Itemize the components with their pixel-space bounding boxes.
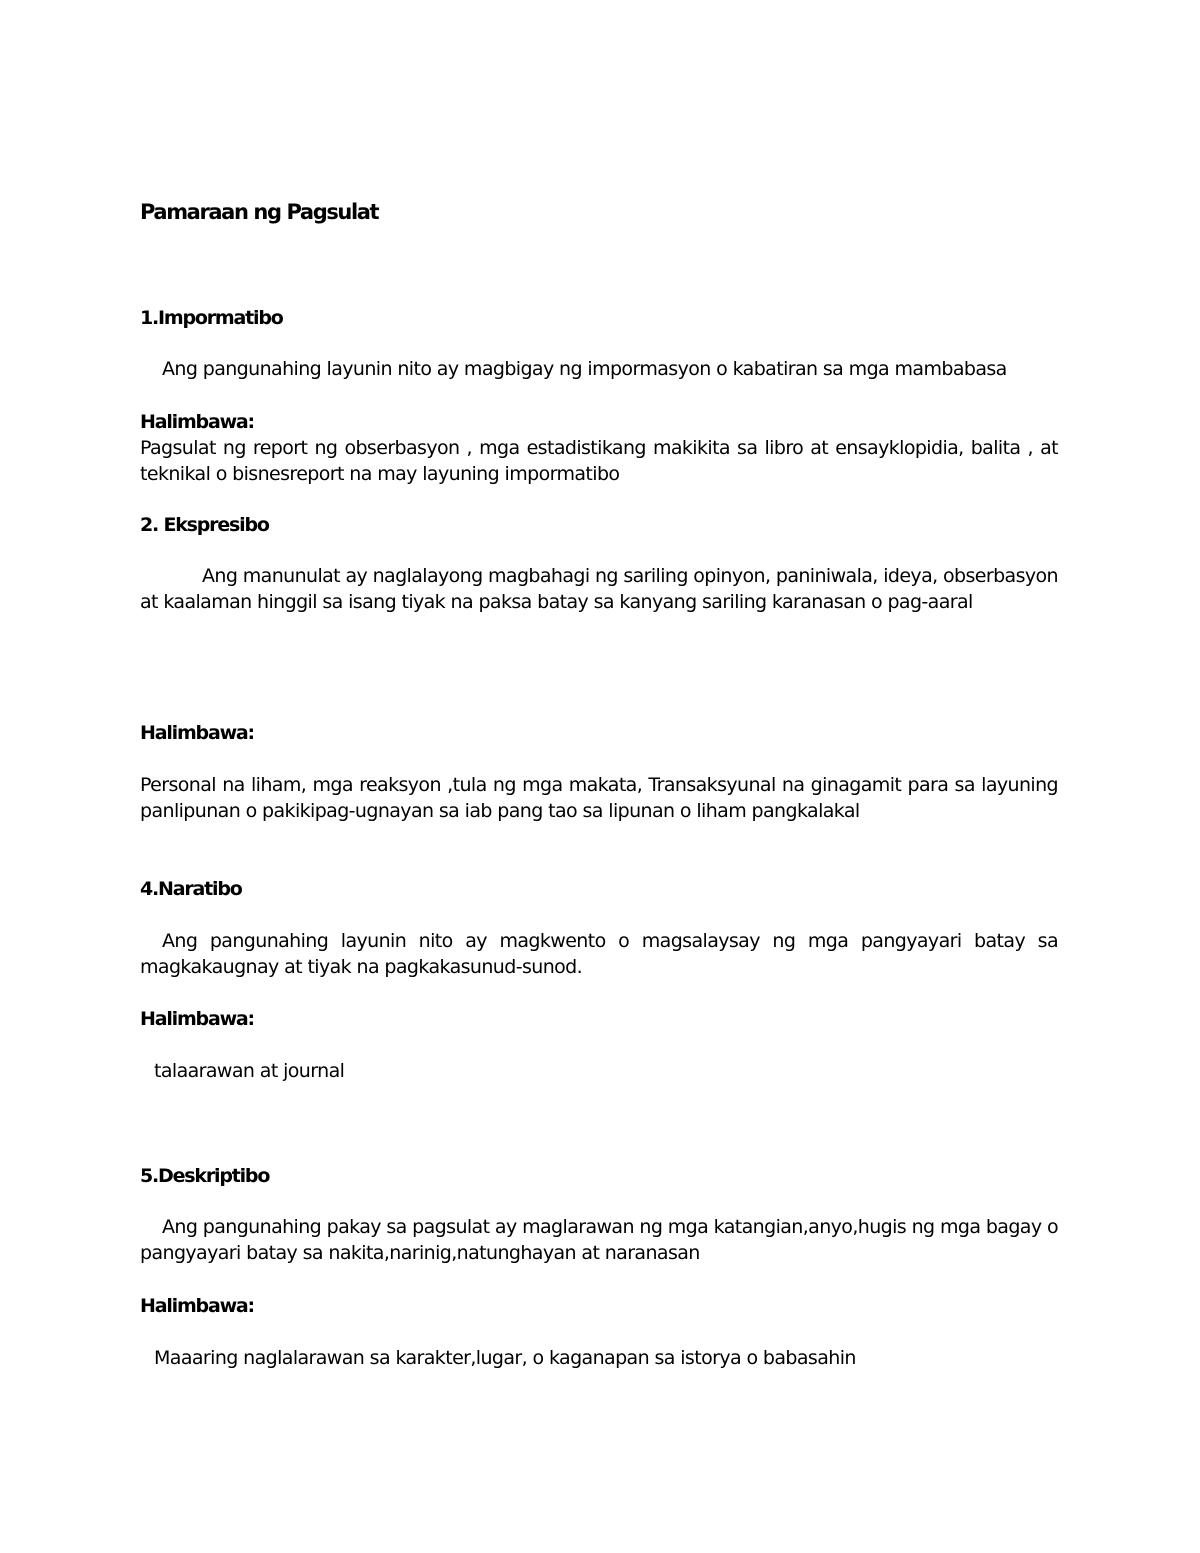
page-title: Pamaraan ng Pagsulat (140, 200, 379, 224)
example-text-deskriptibo: Maaaring naglalarawan sa karakter,lugar, o kaganapan sa istorya o babasahin (154, 1347, 856, 1369)
section-heading-naratibo: 4.Naratibo (140, 878, 242, 900)
example-label-ekspresibo: Halimbawa: (140, 722, 254, 744)
example-text-ekspresibo: Personal na liham, mga reaksyon ,tula ng mga makata, Transaksyunal na ginagamit para sa layuning panlipunan o pakikipag-ugnayan sa iab pang tao sa lipunan o liham pangkalakal (140, 774, 1058, 822)
example-label-naratibo: Halimbawa: (140, 1008, 254, 1030)
example-label-impormatibo: Halimbawa: (140, 411, 254, 433)
example-label-deskriptibo: Halimbawa: (140, 1295, 254, 1317)
section-description-naratibo: Ang pangunahing layunin nito ay magkwento o magsalaysay ng mga pangyayari batay sa magkakaugnay at tiyak na pagkakasunud-sunod. (140, 930, 1058, 978)
section-heading-deskriptibo: 5.Deskriptibo (140, 1165, 270, 1187)
example-text-impormatibo: Pagsulat ng report ng obserbasyon , mga estadistikang makikita sa libro at ensayklopidia, balita , at teknikal o bisnesreport na may layuning impormatibo (140, 437, 1058, 485)
section-description-ekspresibo: Ang manunulat ay naglalayong magbahagi ng sariling opinyon, paniniwala, ideya, obserbasyon at kaalaman hinggil sa isang tiyak na paksa batay sa kanyang sariling karanasan o pag-aaral (140, 565, 1058, 613)
section-heading-impormatibo: 1.Impormatibo (140, 307, 283, 329)
section-description-impormatibo: Ang pangunahing layunin nito ay magbigay ng impormasyon o kabatiran sa mga mambabasa (162, 358, 1007, 380)
section-description-deskriptibo: Ang pangunahing pakay sa pagsulat ay maglarawan ng mga katangian,anyo,hugis ng mga bagay o pangyayari batay sa nakita,narinig,natunghayan at naranasan (140, 1216, 1058, 1264)
section-heading-ekspresibo: 2. Ekspresibo (140, 514, 269, 536)
example-text-naratibo: talaarawan at journal (154, 1060, 345, 1082)
